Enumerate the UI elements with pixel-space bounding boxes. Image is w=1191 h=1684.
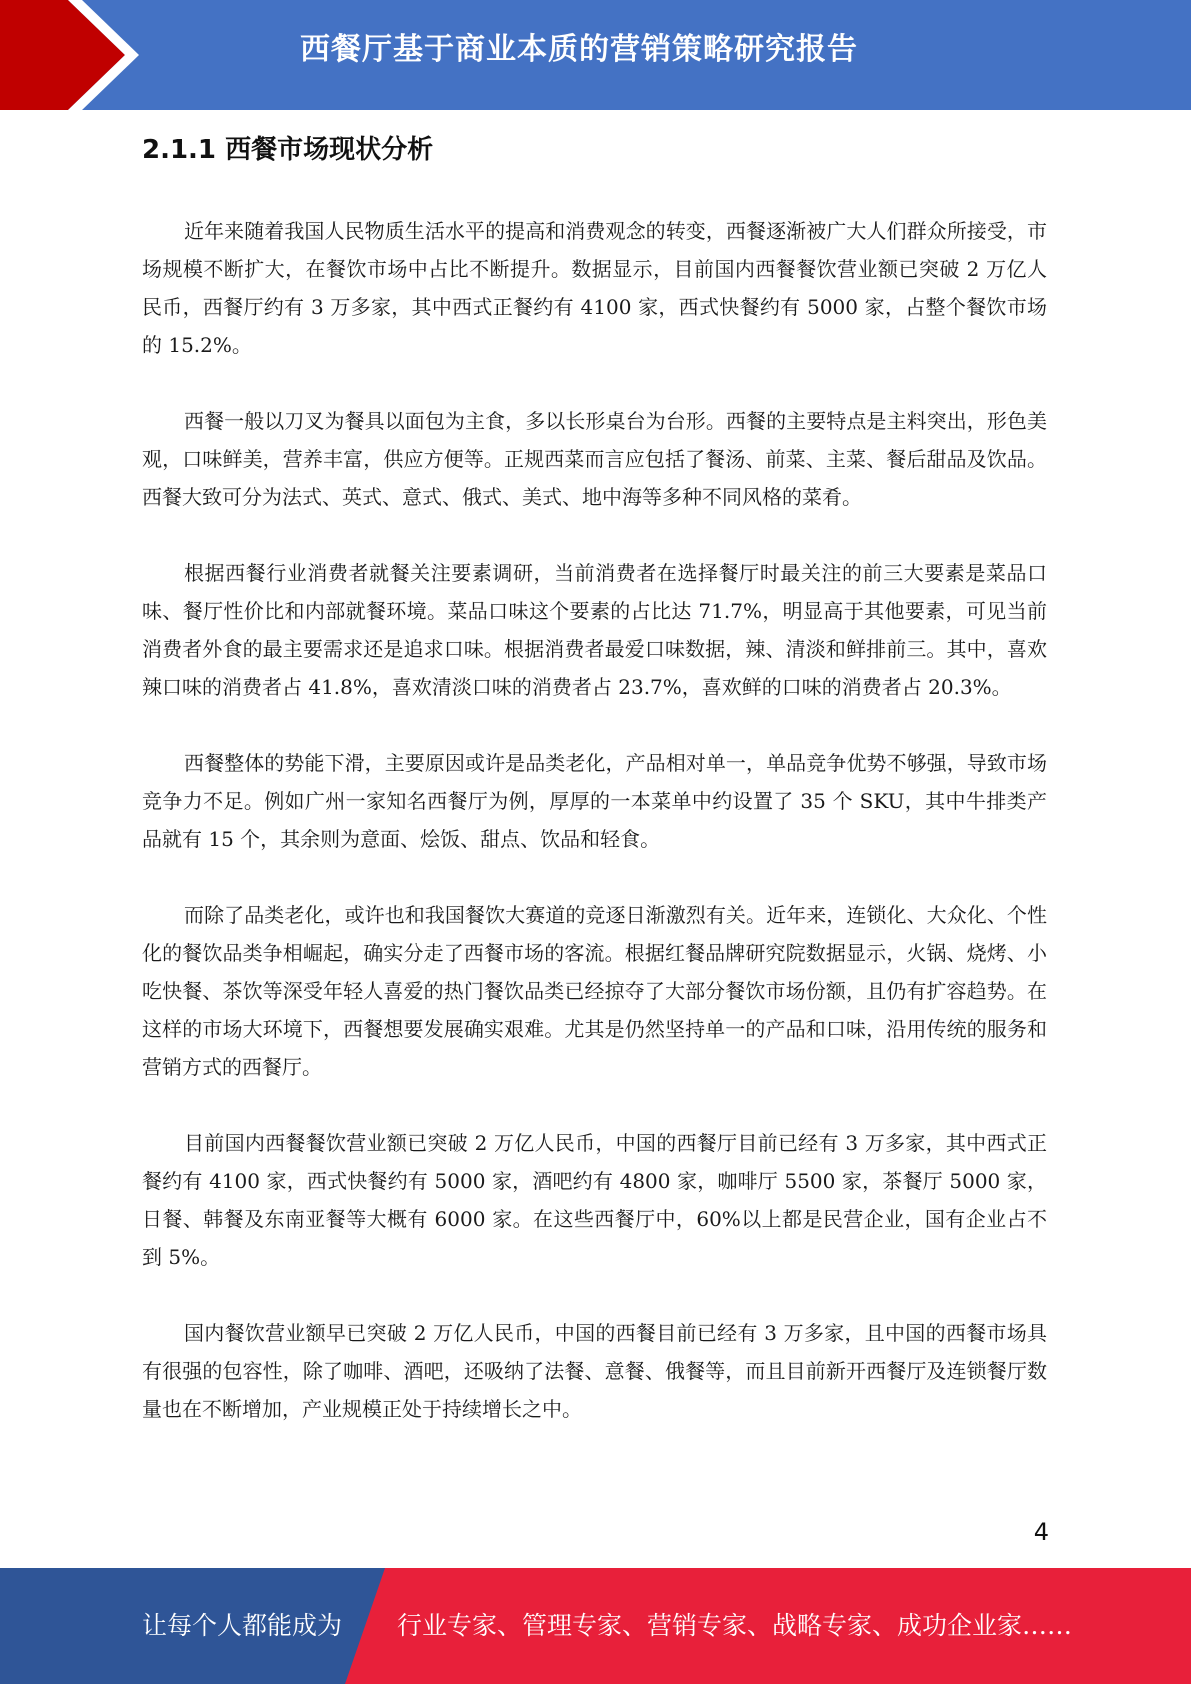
paragraph-6: 目前国内西餐餐饮营业额已突破 2 万亿人民币，中国的西餐厅目前已经有 3 万多家，其中西式正餐约有 4100 家，西式快餐约有 5000 家，酒吧约有 4800 家，咖啡厅 5500 家，茶餐厅 5000 家，日餐、韩餐及东南亚餐等大概有 6000 家。在这些西餐厅中，60%以上都是民营企业，国有企业占不到 5%。 [142,1131,1047,1269]
section-heading: 2.1.1 西餐市场现状分析 [142,135,434,165]
paragraph-7: 国内餐饮营业额早已突破 2 万亿人民币，中国的西餐目前已经有 3 万多家，且中国的西餐市场具有很强的包容性，除了咖啡、酒吧，还吸纳了法餐、意餐、俄餐等，而且目前新开西餐厅及连锁餐厅数量也在不断增加，产业规模正处于持续增长之中。 [142,1321,1047,1421]
paragraph-4: 西餐整体的势能下滑，主要原因或许是品类老化，产品相对单一，单品竞争优势不够强，导致市场竞争力不足。例如广州一家知名西餐厅为例，厚厚的一本菜单中约设置了 35 个 SKU，其中牛排类产品就有 15 个，其余则为意面、烩饭、甜点、饮品和轻食。 [142,751,1047,851]
paragraph-5: 而除了品类老化，或许也和我国餐饮大赛道的竞逐日渐激烈有关。近年来，连锁化、大众化、个性化的餐饮品类争相崛起，确实分走了西餐市场的客流。根据红餐品牌研究院数据显示，火锅、烧烤、小吃快餐、茶饮等深受年轻人喜爱的热门餐饮品类已经掠夺了大部分餐饮市场份额，且仍有扩容趋势。在这样的市场大环境下，西餐想要发展确实艰难。尤其是仍然坚持单一的产品和口味，沿用传统的服务和营销方式的西餐厅。 [142,903,1047,1079]
footer-slogan-right: 行业专家、管理专家、营销专家、战略专家、成功企业家…… [397,1611,1073,1640]
paragraph-3: 根据西餐行业消费者就餐关注要素调研，当前消费者在选择餐厅时最关注的前三大要素是菜品口味、餐厅性价比和内部就餐环境。菜品口味这个要素的占比达 71.7%，明显高于其他要素，可见当前消费者外食的最主要需求还是追求口味。根据消费者最爱口味数据，辣、清淡和鲜排前三。其中，喜欢辣口味的消费者占 41.8%，喜欢清淡口味的消费者占 23.7%，喜欢鲜的口味的消费者占 20.3%。 [142,561,1047,699]
paragraph-1: 近年来随着我国人民物质生活水平的提高和消费观念的转变，西餐逐渐被广大人们群众所接受，市场规模不断扩大，在餐饮市场中占比不断提升。数据显示，目前国内西餐餐饮营业额已突破 2 万亿人民币，西餐厅约有 3 万多家，其中西式正餐约有 4100 家，西式快餐约有 5000 家，占整个餐饮市场的 15.2%。 [142,219,1047,357]
red-arrow-decoration [0,0,160,110]
footer-slogan-left: 让每个人都能成为 [142,1611,343,1640]
page-header [0,0,1191,110]
page-footer [0,1568,1191,1684]
body-text [142,212,1047,1466]
document-title: 西餐厅基于商业本质的营销策略研究报告 [300,32,858,67]
page-number: 4 [1033,1518,1049,1546]
paragraph-2: 西餐一般以刀叉为餐具以面包为主食，多以长形桌台为台形。西餐的主要特点是主料突出，形色美观，口味鲜美，营养丰富，供应方便等。正规西菜而言应包括了餐汤、前菜、主菜、餐后甜品及饮品。西餐大致可分为法式、英式、意式、俄式、美式、地中海等多种不同风格的菜肴。 [142,409,1047,509]
